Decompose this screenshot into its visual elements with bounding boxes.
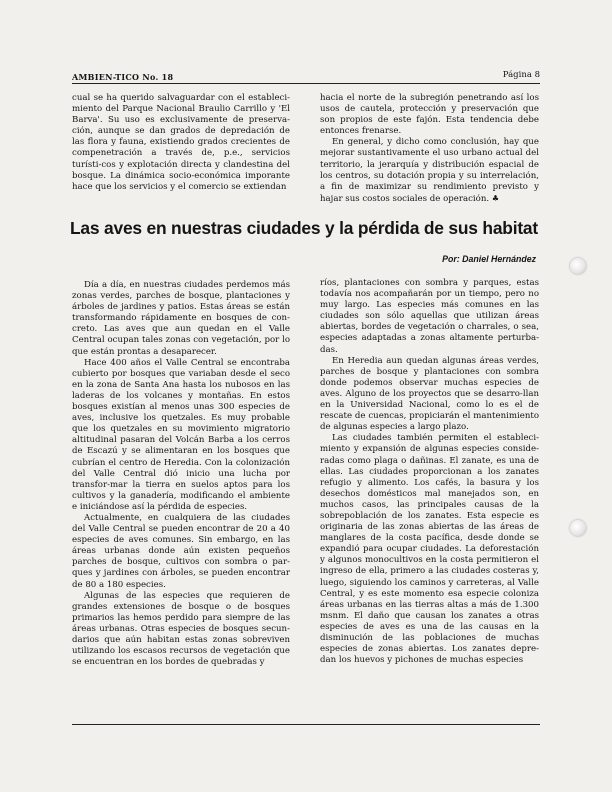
article-left-column [72, 280, 290, 668]
article-byline: Por: Daniel Hernández [442, 254, 536, 264]
footer-rule [72, 724, 540, 725]
paragraph: ríos, plantaciones con sombra y parques, estas todavía nos acompañarán por un tiempo, pero no muy largo. Las especies más comunes en las ciudades son sólo aquellas que utilizan áreas abiertas, bordes de vegetación o charrales, o sea, especies adaptadas a zonas altamente perturba-das. [320, 278, 539, 355]
paragraph: Algunas de las especies que requieren de grandes extensiones de bosque o de bosques primarios las hemos perdido para siempre de las áreas urbanas. Otras especies de bosques secun-darios que aún habitan estas zonas sobreviven utilizando los escasos recursos de vegetación que se encuentran en los bordes de quebradas y [72, 590, 290, 668]
paragraph [320, 137, 539, 205]
publication-header: AMBIEN-TICO No. 18 [72, 72, 174, 82]
article-right-column [320, 278, 539, 666]
previous-article-left-column [72, 93, 290, 193]
paragraph: Actualmente, en cualquiera de las ciudades del Valle Central se pueden encontrar de 20 a 40 especies de aves comunes. Sin embargo, en las áreas urbanas donde aún existen pequeños parches de bosque, cultivos con sombra o par-ques y jardines con árboles, se pueden encontrar de 80 a 180 especies. [72, 512, 290, 590]
end-of-article-mark: ♣ [491, 193, 500, 203]
paragraph: Día a día, en nuestras ciudades perdemos más zonas verdes, parches de bosque, plantaciones y árboles de jardines y patios. Estas áreas se están transformando rápidamente en bosques de con-creto. Las aves que aun quedan en el Valle Central ocupan tales zonas con vegetación, por lo que están prontas a desaparecer. [72, 280, 290, 357]
previous-article-right-column [320, 93, 539, 205]
header-rule [72, 83, 540, 84]
paragraph: Hace 400 años el Valle Central se encontraba cubierto por bosques que variaban desde el seco en la zona de Santa Ana hasta los nubosos en las laderas de los volcanes y montañas. En estos bosques existían al menos unas 300 especies de aves, inclusive los quetzales. Es muy probable que los quetzales en su movimiento migratorio altitudinal pasaran del Volcán Barba a los cerros de Escazú y se alimentaran en los bosques que cubrían el centro de Heredia. Con la colonización del Valle Central dió inicio una lucha por transfor-mar la tierra en suelos aptos para los cultivos y la ganadería, modificando el ambiente e iniciándose así la pérdida de especies. [72, 357, 290, 512]
paragraph: En Heredia aun quedan algunas áreas verdes, parches de bosque y plantaciones con sombra donde podemos observar muchas especies de aves. Alguno de los proyectos que se desarro-llan en la Universidad Nacional, como lo es el de rescate de cuencas, propiciarán el mantenimiento de algunas especies a largo plazo. [320, 355, 539, 433]
punch-hole-middle [570, 520, 586, 536]
punch-hole-top [570, 258, 586, 274]
paragraph: Las ciudades también permiten el estableci-miento y expansión de algunas especies conside-radas como plaga o dañinas. El zanate, es una de ellas. Las ciudades proporcionan a los zanates refugio y alimento. Los cafés, la basura y los desechos domésticos mal manejados son, en muchos casos, las principales causas de la sobrepoblación de los zanates. Esta especie es originaria de las zonas abiertas de las áreas de manglares de la costa pacífica, desde donde se expandió para ocupar ciudades. La deforestación y algunos monocultivos en la costa permitieron el ingreso de ella, primero a las ciudades costeras y, luego, siguiendo los caminos y carreteras, al Valle Central, y es este momento esa especie coloniza áreas urbanas en las tierras altas a más de 1.300 msnm. El daño que causan los zanates a otras especies de aves es una de las causas en la disminución de las poblaciones de muchas especies de zonas abiertas. Los zanates depre-dan los huevos y pichones de muchas especies [320, 433, 539, 666]
paragraph: cual se ha querido salvaguardar con el estableci-miento del Parque Nacional Braulio Carrillo y 'El Barva'. Su uso es exclusivamente de preserva-ción, aunque se dan grados de depredación de las flora y fauna, existiendo grados crecientes de compenetración a través de, p.e., servicios turísti-cos y explotación directa y clandestina del bosque. La dinámica socio-económica imporante hace que los servicios y el comercio se extiendan [72, 93, 290, 192]
article-title: Las aves en nuestras ciudades y la pérdida de sus habitat [70, 218, 538, 238]
paragraph-text: En general, y dicho como conclusión, hay que mejorar sustantivamente el uso urbano actual del territorio, la jerarquía y distribución espacial de los centros, su dotación propia y su interrelación, a fin de maximizar su rendimiento previsto y hajar sus costos sociales de operación. [320, 137, 539, 204]
paragraph: hacia el norte de la subregión penetrando así los usos de cautela, protección y preservación que son propios de este fajón. Esta tendencia debe entonces frenarse. [320, 93, 539, 137]
page-number: Página 8 [502, 70, 540, 80]
